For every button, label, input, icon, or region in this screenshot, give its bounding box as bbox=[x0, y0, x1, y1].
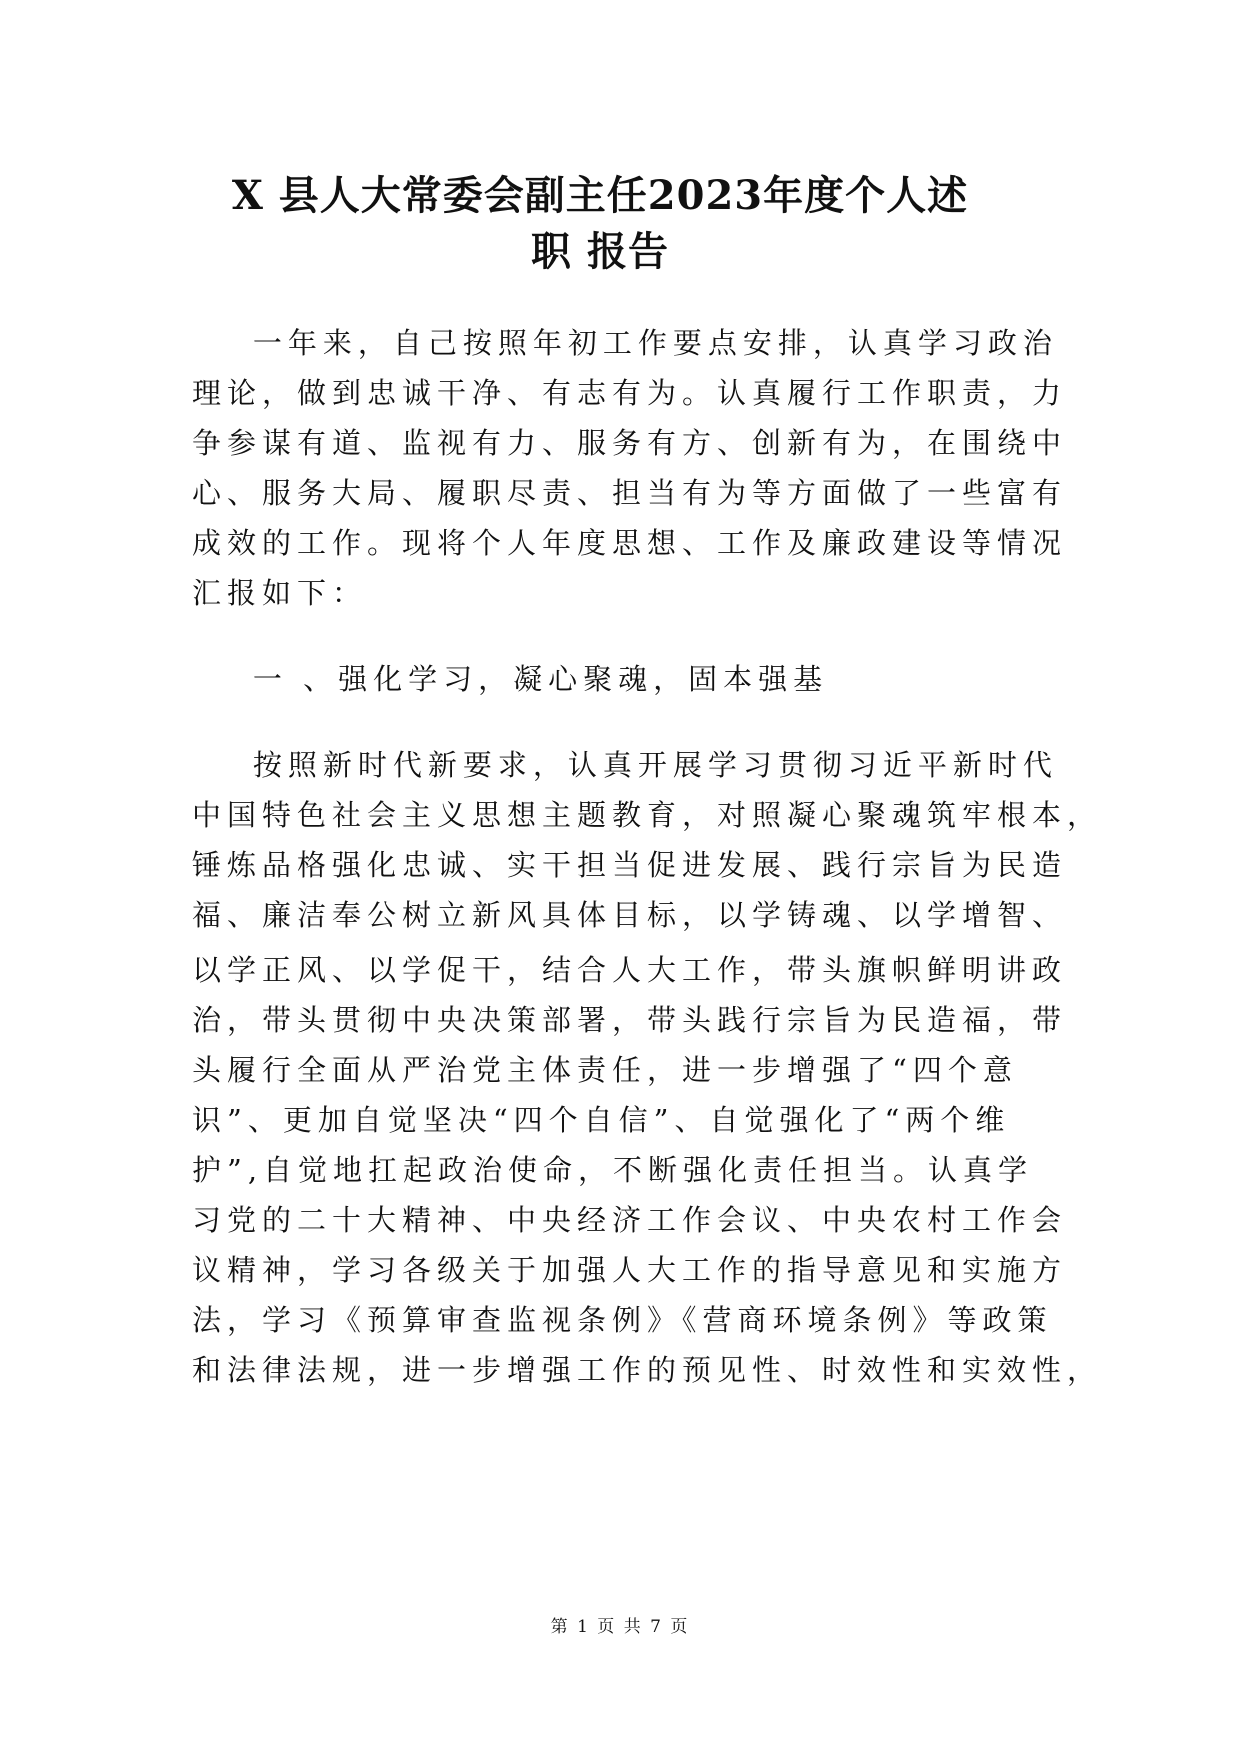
section-heading: 一 、强化学习，凝心聚魂，固本强基 bbox=[192, 662, 829, 696]
section-line: 福、廉洁奉公树立新风具体目标，以学铸魂、以学增智、 bbox=[192, 898, 1068, 932]
paragraph-spacer bbox=[192, 618, 1052, 654]
intro-line: 汇报如下： bbox=[192, 576, 368, 610]
paragraph-spacer bbox=[192, 704, 1052, 740]
section-line: 以学正风、以学促干，结合人大工作，带头旗帜鲜明讲政 bbox=[192, 953, 1068, 987]
intro-line: 成效的工作。现将个人年度思想、工作及廉政建设等情况 bbox=[192, 526, 1068, 560]
section-line: 治，带头贯彻中央决策部署，带头践行宗旨为民造福，带 bbox=[192, 1003, 1068, 1037]
page-footer bbox=[0, 1612, 1240, 1637]
page-number: 第 1 页 共 7 页 bbox=[550, 1617, 690, 1637]
intro-line: 争参谋有道、监视有力、服务有方、创新有为，在围绕中 bbox=[192, 426, 1068, 460]
intro-line: 心、服务大局、履职尽责、担当有为等方面做了一些富有 bbox=[192, 476, 1068, 510]
section-line: 头履行全面从严治党主体责任，进一步增强了“四个意 bbox=[192, 1053, 1018, 1087]
document-body bbox=[192, 318, 1103, 1395]
section-line: 议精神，学习各级关于加强人大工作的指导意见和实施方 bbox=[192, 1253, 1068, 1287]
title-line-2: 职 报告 bbox=[531, 228, 669, 275]
intro-line: 一年来，自己按照年初工作要点安排，认真学习政治 bbox=[192, 326, 1058, 360]
section-line: 习党的二十大精神、中央经济工作会议、中央农村工作会 bbox=[192, 1203, 1068, 1237]
section-line: 法，学习《预算审查监视条例》《营商环境条例》等政策 bbox=[192, 1303, 1053, 1337]
section-line: 按照新时代新要求，认真开展学习贯彻习近平新时代 bbox=[192, 748, 1058, 782]
title-line-1: X 县人大常委会副主任2023年度个人述 bbox=[231, 172, 969, 219]
intro-line: 理论，做到忠诚干净、有志有为。认真履行工作职责，力 bbox=[192, 376, 1068, 410]
section-line: 锤炼品格强化忠诚、实干担当促进发展、践行宗旨为民造 bbox=[192, 848, 1068, 882]
document-title bbox=[160, 168, 1040, 280]
section-line: 中国特色社会主义思想主题教育，对照凝心聚魂筑牢根本， bbox=[192, 798, 1103, 832]
section-line: 识”、更加自觉坚决“四个自信”、自觉强化了“两个维 bbox=[192, 1103, 1011, 1137]
section-line: 护”,自觉地扛起政治使命，不断强化责任担当。认真学 bbox=[192, 1153, 1034, 1187]
section-line: 和法律法规，进一步增强工作的预见性、时效性和实效性， bbox=[192, 1353, 1103, 1387]
